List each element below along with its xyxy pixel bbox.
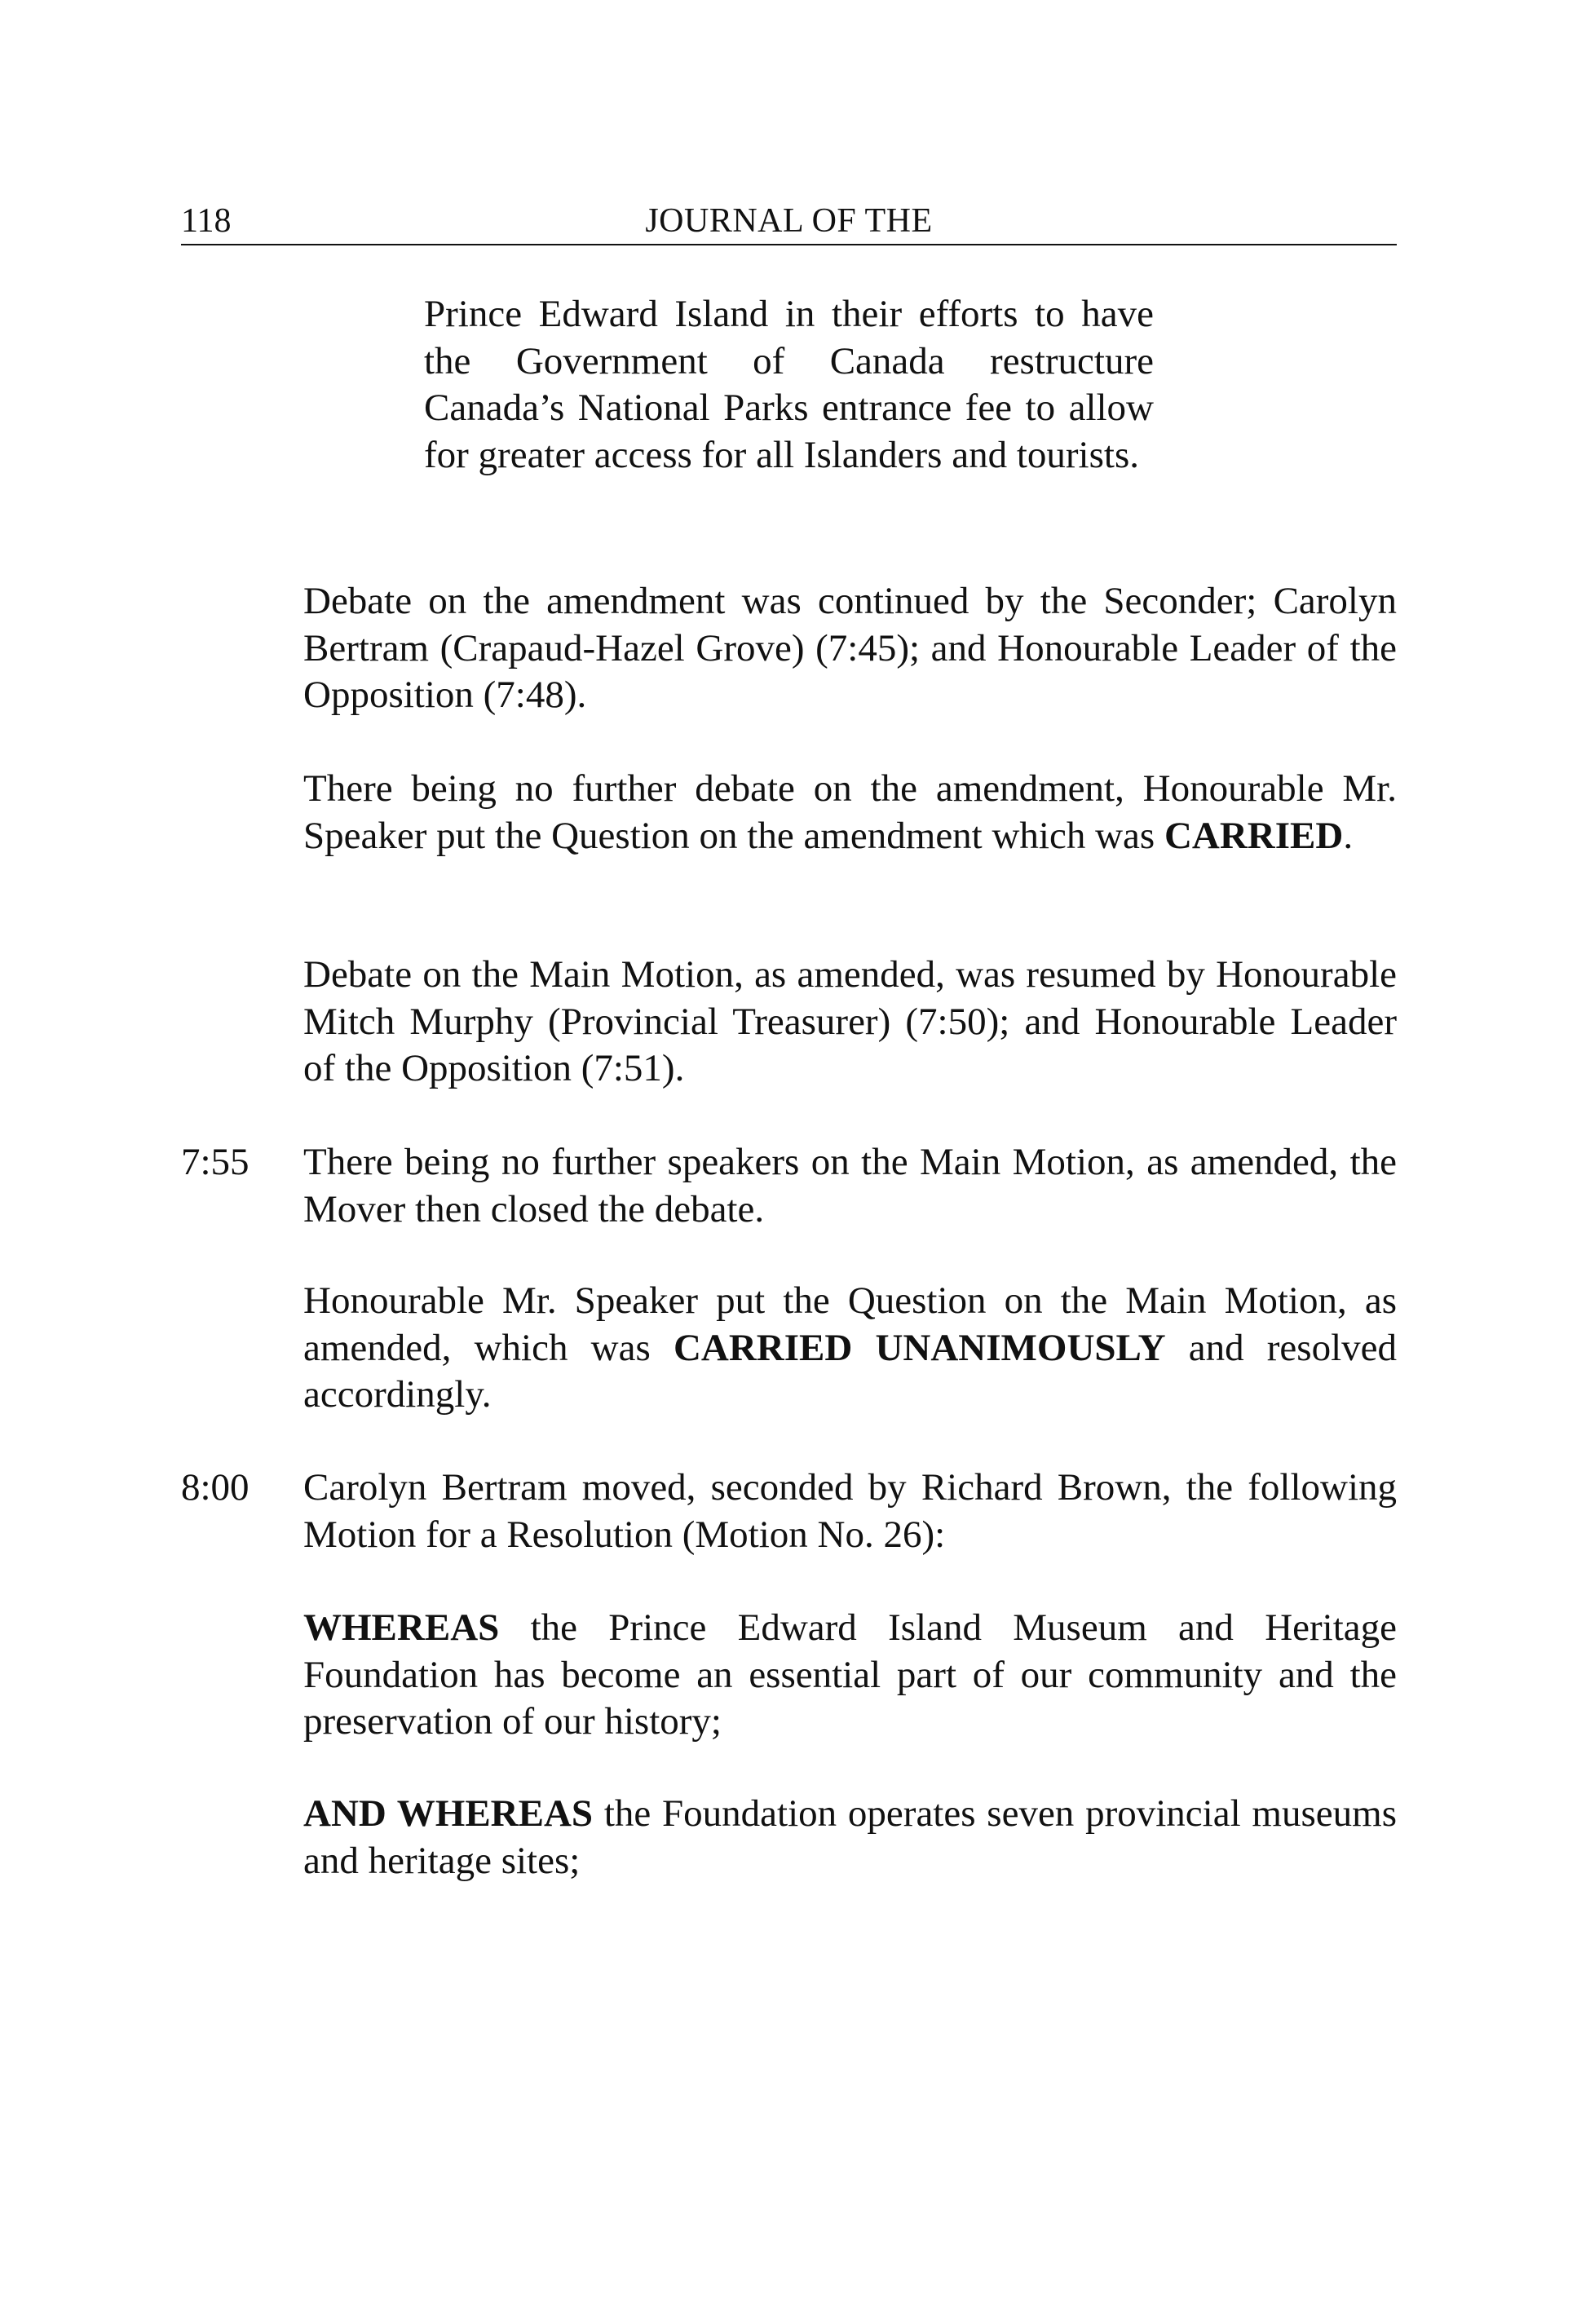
quoted-motion-text: Prince Edward Island in their efforts to have the Government of Canada restructure Canada’s National Parks entrance fee to allow for greater access for all Islanders and tourists.: [424, 293, 1154, 476]
page-header: [181, 198, 1397, 245]
whereas-clause-2-text: the Foundation operates seven provincial museums and heritage sites;: [303, 1792, 1397, 1882]
closing-debate-paragraph: There being no further speakers on the Main Motion, as amended, the Mover then closed the debate.: [303, 1141, 1397, 1230]
question-amendment-paragraph: [303, 766, 1397, 859]
whereas-keyword: WHEREAS: [303, 1606, 500, 1649]
new-motion-paragraph: Carolyn Bertram moved, seconded by Richard Brown, the following Motion for a Resolution (Motion No. 26):: [303, 1466, 1397, 1556]
carried-unanimously-result: CARRIED UNANIMOUSLY: [673, 1326, 1166, 1369]
page-number: 118: [181, 202, 232, 240]
time-stamp-800: 8:00: [181, 1466, 250, 1509]
whereas-clause-1: [303, 1605, 1397, 1746]
and-whereas-keyword: AND WHEREAS: [303, 1792, 594, 1835]
question-main-text: Honourable Mr. Speaker put the Question on the Main Motion, as amended, which was: [303, 1279, 1397, 1369]
whereas-clause-1-text: the Prince Edward Island Museum and Heritage Foundation has become an essential part of our community and the preservation of our history;: [303, 1606, 1397, 1743]
question-main-motion-paragraph: [303, 1278, 1397, 1419]
debate-main-motion-paragraph: Debate on the Main Motion, as amended, was resumed by Honourable Mitch Murphy (Provincial Treasurer) (7:50); and Honourable Leader of the Opposition (7:51).: [303, 953, 1397, 1089]
question-amendment-text: There being no further debate on the amendment, Honourable Mr. Speaker put the Question on the amendment which was: [303, 767, 1397, 857]
carried-result: CARRIED: [1164, 814, 1344, 857]
question-amendment-end: .: [1343, 814, 1354, 857]
whereas-clause-2: [303, 1791, 1397, 1884]
running-head-title: JOURNAL OF THE: [645, 202, 933, 240]
time-stamp-755: 7:55: [181, 1141, 250, 1183]
question-main-end: and resolved accordingly.: [303, 1326, 1397, 1416]
debate-amendment-paragraph: Debate on the amendment was continued by the Seconder; Carolyn Bertram (Crapaud-Hazel Grove) (7:45); and Honourable Leader of the Opposition (7:48).: [303, 580, 1397, 716]
